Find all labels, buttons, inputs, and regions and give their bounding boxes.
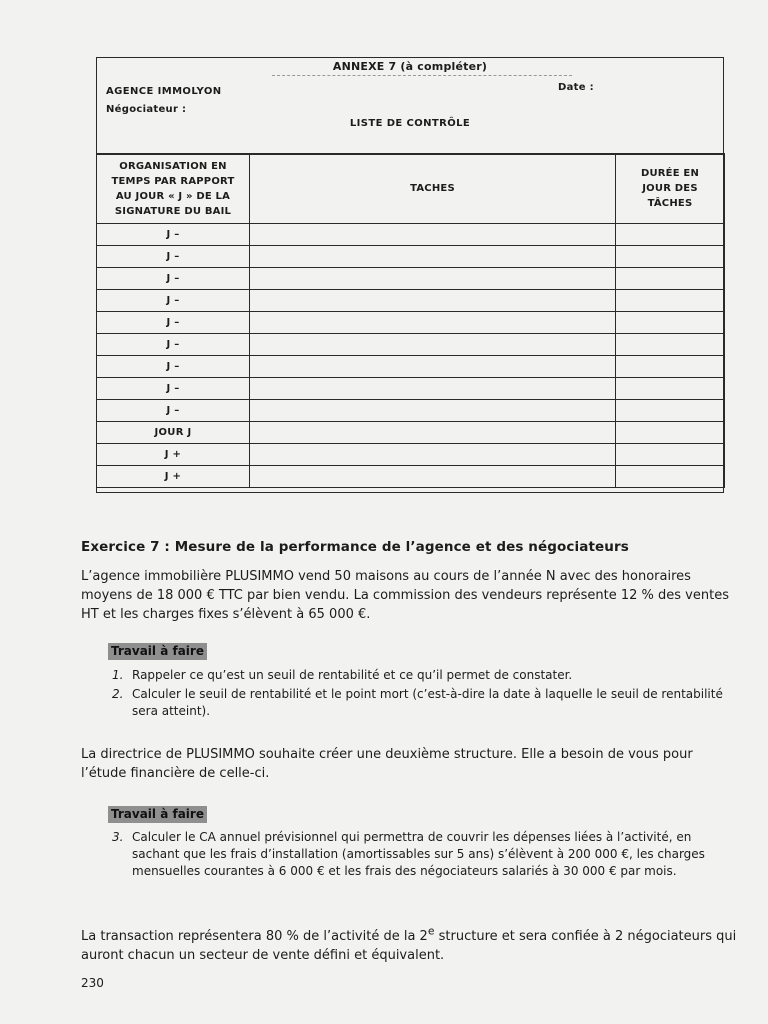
- table-row: [97, 268, 725, 290]
- duration-cell[interactable]: [616, 356, 725, 378]
- work-to-do-badge: Travail à faire: [108, 806, 207, 823]
- table-row: [97, 312, 725, 334]
- task-cell[interactable]: [250, 334, 616, 356]
- table-row: [97, 334, 725, 356]
- duration-cell[interactable]: [616, 466, 725, 488]
- day-offset-cell: J +: [97, 466, 250, 488]
- duration-cell[interactable]: [616, 312, 725, 334]
- table-row: [97, 400, 725, 422]
- annex-checklist-table: [96, 57, 724, 493]
- task-number: 3.: [112, 830, 124, 844]
- task-cell[interactable]: [250, 312, 616, 334]
- day-offset-cell: J –: [97, 378, 250, 400]
- duration-cell[interactable]: [616, 334, 725, 356]
- exercise-intro: L’agence immobilière PLUSIMMO vend 50 maisons au cours de l’année N avec des honoraires moyens de 18 000 € TTC par bien vendu. La commission des vendeurs représente 12 % des ventes HT et les charges fixes s’élèvent à 65 000 €.: [81, 569, 729, 622]
- annex-header: [97, 58, 723, 155]
- task-cell[interactable]: [250, 422, 616, 444]
- table-row: [97, 290, 725, 312]
- task-list-1: [108, 667, 728, 722]
- task-text: Rappeler ce qu’est un seuil de rentabilité et ce qu’il permet de constater.: [132, 668, 573, 682]
- table-row: [97, 356, 725, 378]
- ordinal-suffix: e: [427, 925, 435, 938]
- day-offset-cell: JOUR J: [97, 422, 250, 444]
- table-row: [97, 224, 725, 246]
- table-row: [97, 444, 725, 466]
- task-cell[interactable]: [250, 444, 616, 466]
- task-cell[interactable]: [250, 400, 616, 422]
- task-text: Calculer le seuil de rentabilité et le point mort (c’est-à-dire la date à laquelle le seuil de rentabilité sera atteint).: [132, 687, 723, 718]
- negotiator-label: Négociateur :: [106, 104, 187, 115]
- table-row: [97, 466, 725, 488]
- day-offset-cell: J –: [97, 356, 250, 378]
- page-number: 230: [81, 976, 104, 990]
- tasks-grid: [96, 153, 725, 488]
- date-label: Date :: [558, 82, 594, 93]
- annex-title: ANNEXE 7 (à compléter): [332, 60, 488, 73]
- table-row: [97, 422, 725, 444]
- task-number: 1.: [112, 668, 124, 682]
- exercise-paragraph-3: La transaction représentera 80 % de l’activité de la 2e structure et sera confiée à 2 négociateurs qui auront chacun un secteur de vente défini et équivalent.: [81, 925, 737, 964]
- day-offset-cell: J –: [97, 224, 250, 246]
- task-cell[interactable]: [250, 466, 616, 488]
- duration-cell[interactable]: [616, 224, 725, 246]
- duration-cell[interactable]: [616, 400, 725, 422]
- task-cell[interactable]: [250, 378, 616, 400]
- task-cell[interactable]: [250, 290, 616, 312]
- duration-cell[interactable]: [616, 378, 725, 400]
- task-number: 2.: [112, 687, 124, 701]
- day-offset-cell: J –: [97, 400, 250, 422]
- duration-cell[interactable]: [616, 444, 725, 466]
- task-item: [108, 667, 728, 684]
- task-list-2: [108, 829, 728, 882]
- day-offset-cell: J –: [97, 334, 250, 356]
- title-dashed-line: [272, 75, 572, 76]
- column-header-tasks: TACHES: [250, 154, 616, 224]
- task-text: Calculer le CA annuel prévisionnel qui permettra de couvrir les dépenses liées à l’activité, en sachant que les frais d’installation (amortissables sur 5 ans) s’élèvent à 200 000 €, les charges mensuelles courantes à 6 000 € et les frais des négociateurs salariés à 30 000 € par mois.: [132, 830, 705, 878]
- checklist-title: LISTE DE CONTRÔLE: [349, 118, 471, 129]
- task-cell[interactable]: [250, 356, 616, 378]
- task-cell[interactable]: [250, 246, 616, 268]
- duration-cell[interactable]: [616, 268, 725, 290]
- table-row: [97, 246, 725, 268]
- column-header-duration: DURÉE EN JOUR DES TÂCHES: [616, 154, 725, 224]
- day-offset-cell: J +: [97, 444, 250, 466]
- agency-name: AGENCE IMMOLYON: [106, 86, 222, 97]
- day-offset-cell: J –: [97, 268, 250, 290]
- exercise-title: Exercice 7 : Mesure de la performance de l’agence et des négociateurs: [81, 539, 629, 555]
- day-offset-cell: J –: [97, 312, 250, 334]
- task-cell[interactable]: [250, 224, 616, 246]
- column-header-organization: ORGANISATION EN TEMPS PAR RAPPORT AU JOUR « J » DE LA SIGNATURE DU BAIL: [97, 154, 250, 224]
- duration-cell[interactable]: [616, 290, 725, 312]
- table-row: [97, 378, 725, 400]
- task-item: [108, 829, 728, 880]
- day-offset-cell: J –: [97, 246, 250, 268]
- task-item: [108, 686, 728, 720]
- duration-cell[interactable]: [616, 422, 725, 444]
- exercise-paragraph-2: La directrice de PLUSIMMO souhaite créer une deuxième structure. Elle a besoin de vous pour l’étude financière de celle-ci.: [81, 747, 693, 781]
- task-cell[interactable]: [250, 268, 616, 290]
- duration-cell[interactable]: [616, 246, 725, 268]
- day-offset-cell: J –: [97, 290, 250, 312]
- work-to-do-badge: Travail à faire: [108, 643, 207, 660]
